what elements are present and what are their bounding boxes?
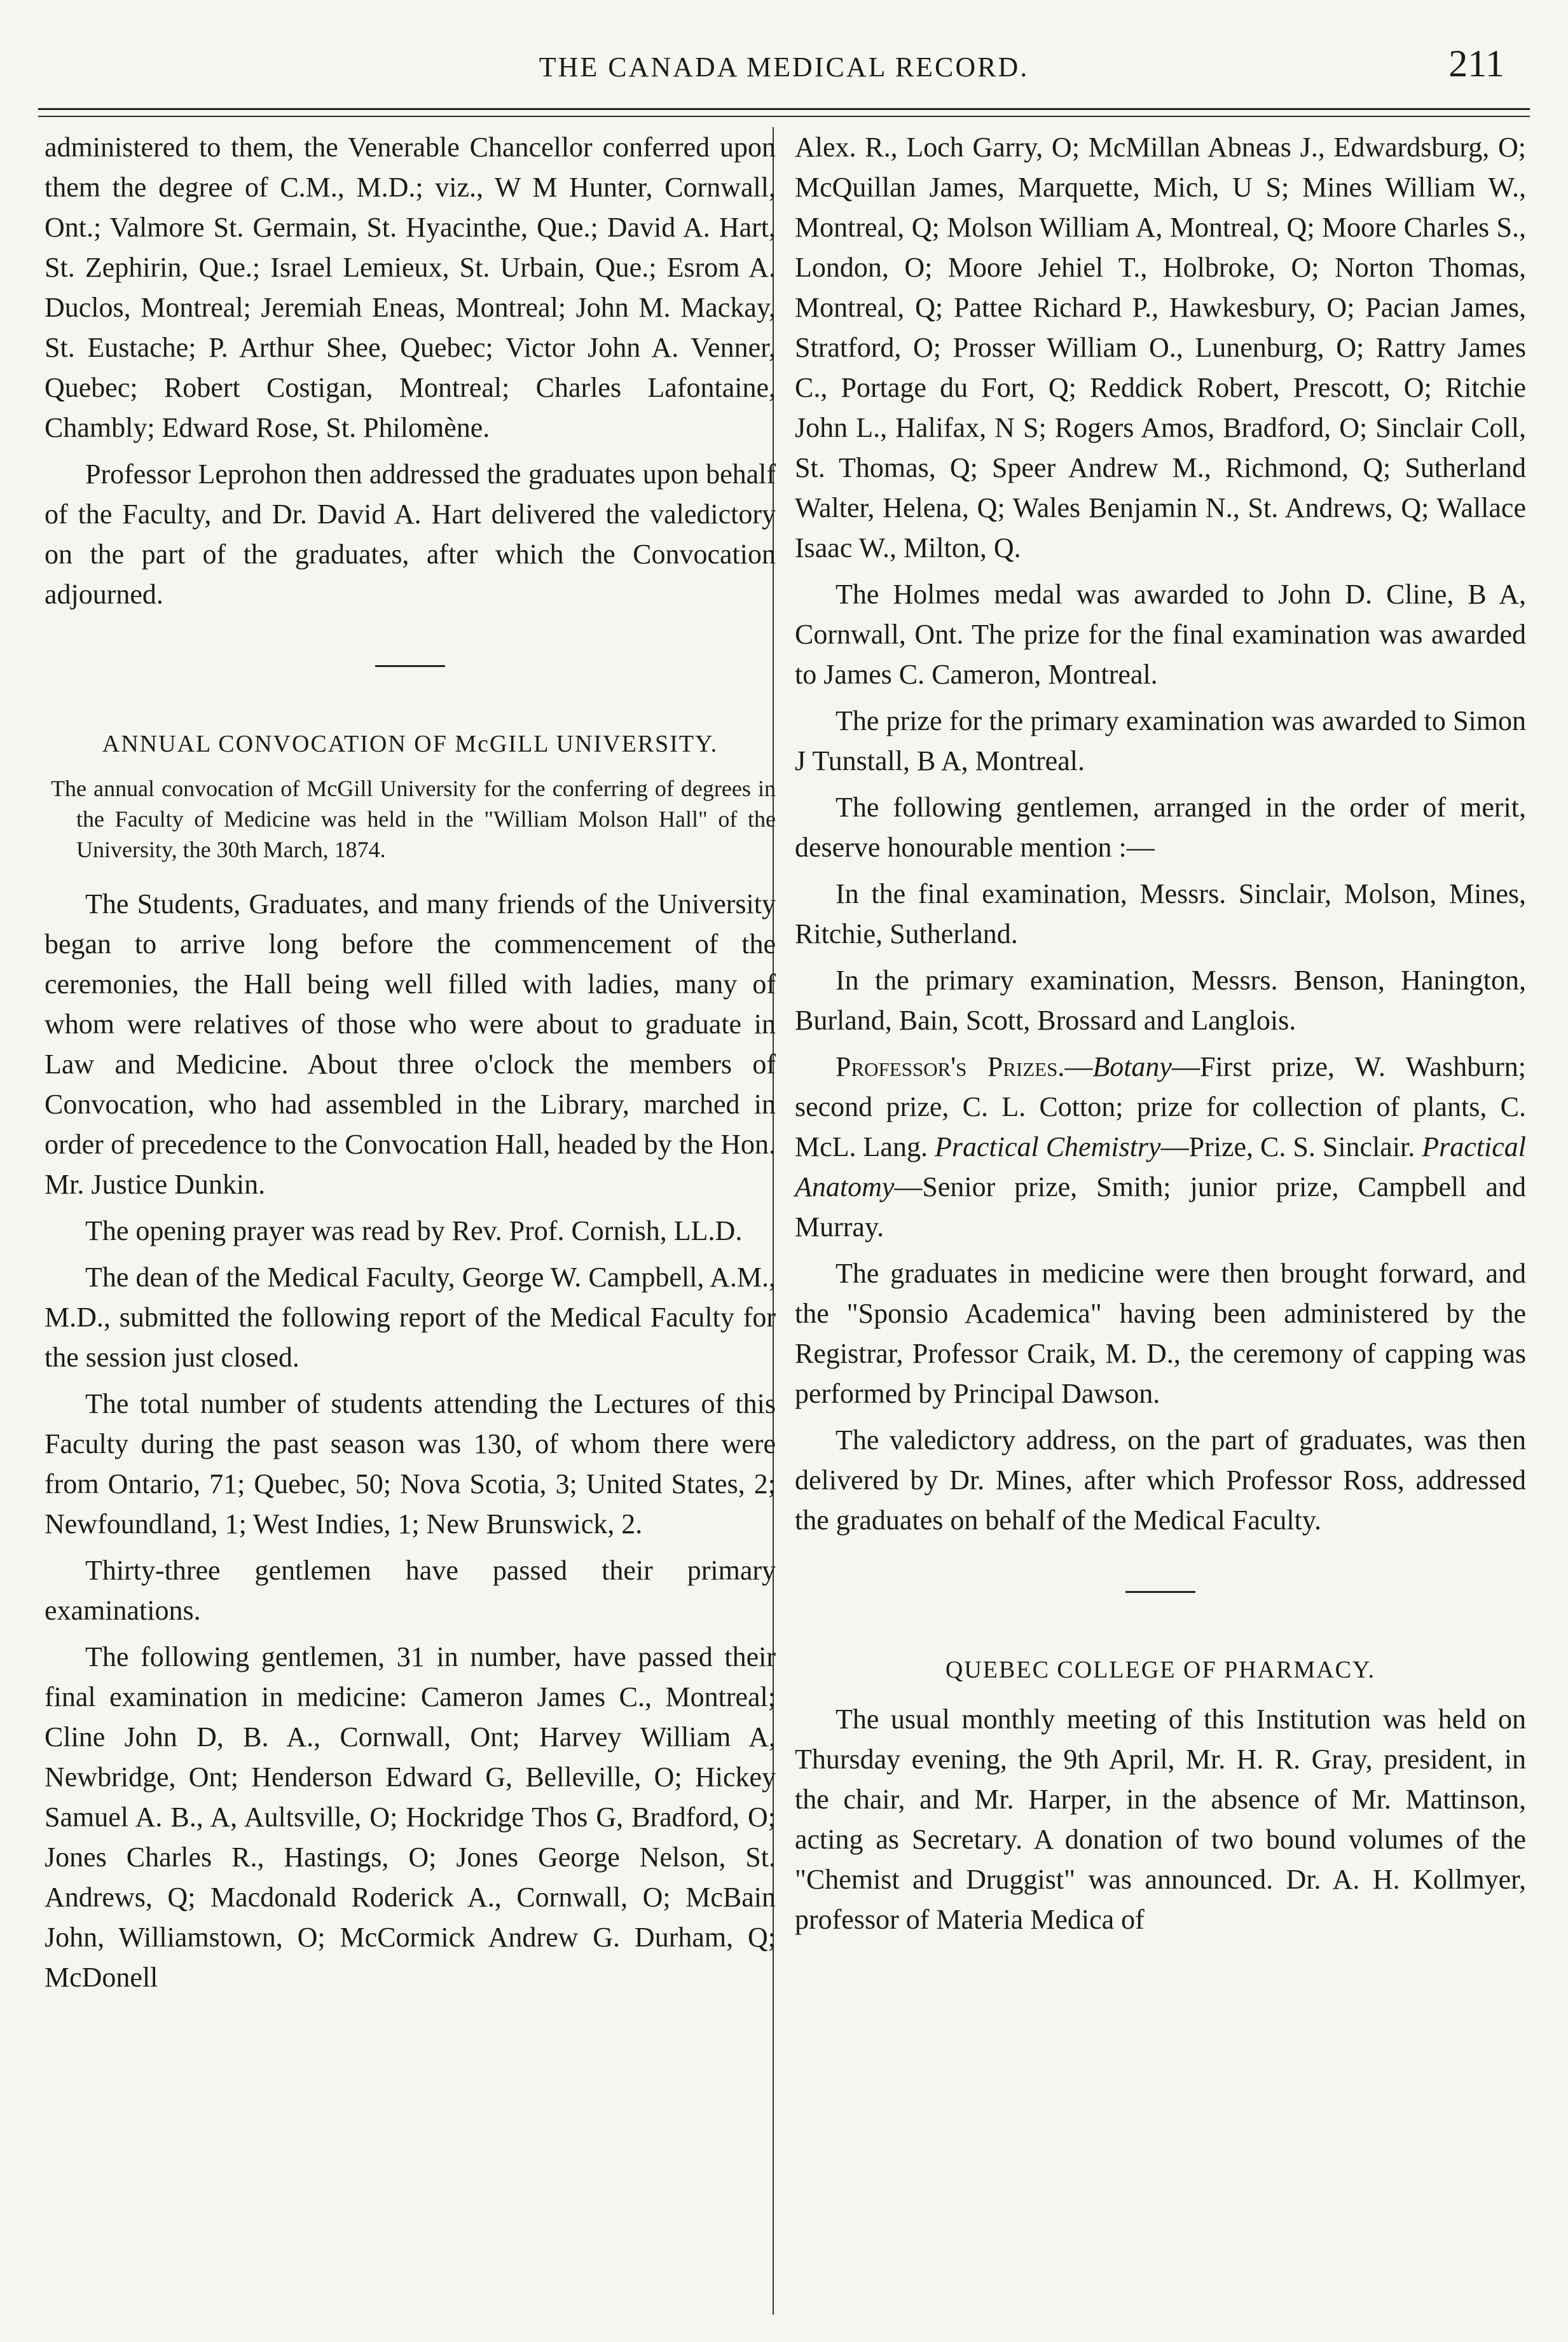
paragraph: The usual monthly meeting of this Institution was held on Thursday evening, the 9th April, Mr. H. R. Gray, president, in the chair, and Mr. Harper, in the absence of Mr. Mattinson, acting as Secretary. A donation of two bound volumes of the "Chemist and Druggist" was announced. Dr. A. H. Kollmyer, professor of Materia Medica of	[795, 1704, 1526, 1935]
paragraph: Professor Leprohon then addressed the graduates upon behalf of the Faculty, and Dr. David A. Hart delivered the valedictory on the part of the graduates, after which the Convocation adjourned.	[45, 458, 776, 610]
section-note: The annual convocation of McGill University for the conferring of degrees in the Faculty of Medicine was held in the "William Molson Hall" of the University, the 30th March, 1874.	[51, 776, 776, 862]
paragraph: Alex. R., Loch Garry, O; McMillan Abneas J., Edwardsburg, O; McQuillan James, Marquette, Mich, U S; Mines William W., Montreal, Q; Molson William A, Montreal, Q; Moore Charles S., London, O; Moore Jehiel T., Holbroke, O; Norton Thomas, Montreal, Q; Pattee Richard P., Hawkesbury, O; Pacian James, Stratford, O; Prosser William O., Lunenburg, O; Rattry James C., Portage du Fort, Q; Reddick Robert, Prescott, O; Ritchie John L., Halifax, N S; Rogers Amos, Bradford, O; Sinclair Coll, St. Thomas, Q; Speer Andrew M., Richmond, Q; Sutherland Walter, Helena, Q; Wales Benjamin N., St. Andrews, Q; Wallace Isaac W., Milton, Q.	[795, 132, 1526, 563]
prize-text: —First prize, W. Washburn; second prize, C. L. Cotton; prize for collection of plants, C. McL. Lang.	[795, 1051, 1526, 1162]
paragraph: In the primary examination, Messrs. Benson, Hanington, Burland, Bain, Scott, Brossard and Langlois.	[795, 965, 1526, 1036]
paragraph: In the final examination, Messrs. Sinclair, Molson, Mines, Ritchie, Sutherland.	[795, 878, 1526, 949]
paragraph: The graduates in medicine were then brought forward, and the "Sponsio Academica" having been administered by the Registrar, Professor Craik, M. D., the ceremony of capping was performed by Principal Dawson.	[795, 1258, 1526, 1409]
prize-subject: Practical Chemistry	[934, 1131, 1161, 1162]
paragraph: The valedictory address, on the part of graduates, was then delivered by Dr. Mines, after which Professor Ross, addressed the graduates on behalf of the Medical Faculty.	[795, 1424, 1526, 1536]
page-header	[0, 38, 1568, 102]
prizes-label: Professor's Prizes.	[836, 1051, 1065, 1082]
paragraph: The Students, Graduates, and many friends of the University began to arrive long before the commencement of the ceremonies, the Hall being well filled with ladies, many of whom were relatives of those who were about to graduate in Law and Medicine. About three o'clock the members of Convocation, who had assembled in the Library, marched in order of precedence to the Convocation Hall, headed by the Hon. Mr. Justice Dunkin.	[45, 888, 776, 1200]
paragraph: The dean of the Medical Faculty, George W. Campbell, A.M., M.D., submitted the following report of the Medical Faculty for the session just closed.	[45, 1262, 776, 1373]
section-divider	[1125, 1591, 1195, 1593]
paragraph: The opening prayer was read by Rev. Prof. Cornish, LL.D.	[85, 1215, 743, 1246]
paragraph: The following gentlemen, arranged in the order of merit, deserve honourable mention :—	[795, 792, 1526, 863]
prize-subject: Practical Anatomy	[795, 1131, 1527, 1202]
section-heading: ANNUAL CONVOCATION OF McGILL UNIVERSITY.	[102, 731, 719, 757]
left-column	[45, 127, 776, 2004]
prize-text: —Senior prize, Smith; junior prize, Campbell and Murray.	[795, 1171, 1526, 1243]
header-rule	[38, 108, 1530, 110]
section-heading: QUEBEC COLLEGE OF PHARMACY.	[945, 1657, 1376, 1683]
running-title: THE CANADA MEDICAL RECORD.	[539, 52, 1029, 83]
prizes-paragraph: Professor's Prizes.—Botany—First prize, W. Washburn; second prize, C. L. Cotton; prize for collection of plants, C. McL. Lang. Practical Chemistry—Prize, C. S. Sinclair. Practical Anatomy—Senior prize, Smith; junior prize, Campbell and Murray.	[795, 1051, 1527, 1243]
right-column	[795, 127, 1526, 1946]
paragraph: The total number of students attending the Lectures of this Faculty during the past season was 130, of whom there were from Ontario, 71; Quebec, 50; Nova Scotia, 3; United States, 2; Newfoundland, 1; West Indies, 1; New Brunswick, 2.	[45, 1388, 776, 1540]
paragraph: The prize for the primary examination was awarded to Simon J Tunstall, B A, Montreal.	[795, 705, 1526, 776]
section-divider	[375, 665, 445, 667]
paragraph: The Holmes medal was awarded to John D. Cline, B A, Cornwall, Ont. The prize for the final examination was awarded to James C. Cameron, Montreal.	[795, 579, 1526, 690]
header-rule-double	[38, 116, 1530, 117]
paragraph: Thirty-three gentlemen have passed their primary examinations.	[45, 1555, 776, 1626]
paragraph: The following gentlemen, 31 in number, have passed their final examination in medicine: Cameron James C., Montreal; Cline John D, B. A., Cornwall, Ont; Harvey William A, Newbridge, Ont; Henderson Edward G, Belleville, O; Hickey Samuel A. B., A, Aultsville, O; Hockridge Thos G, Bradford, O; Jones Charles R., Hastings, O; Jones George Nelson, St. Andrews, Q; Macdonald Roderick A., Cornwall, O; McBain John, Williamstown, O; McCormick Andrew G. Durham, Q; McDonell	[45, 1641, 776, 1993]
prize-subject: Botany	[1092, 1051, 1172, 1082]
prize-text: —Prize, C. S. Sinclair.	[1160, 1131, 1415, 1162]
paragraph: administered to them, the Venerable Chancellor conferred upon them the degree of C.M., M.D.; viz., W M Hunter, Cornwall, Ont.; Valmore St. Germain, St. Hyacinthe, Que.; David A. Hart, St. Zephirin, Que.; Israel Lemieux, St. Urbain, Que.; Esrom A. Duclos, Montreal; Jeremiah Eneas, Montreal; John M. Mackay, St. Eustache; P. Arthur Shee, Quebec; Victor John A. Venner, Quebec; Robert Costigan, Montreal; Charles Lafontaine, Chambly; Edward Rose, St. Philomène.	[45, 132, 776, 443]
page-number: 211	[1448, 43, 1504, 85]
